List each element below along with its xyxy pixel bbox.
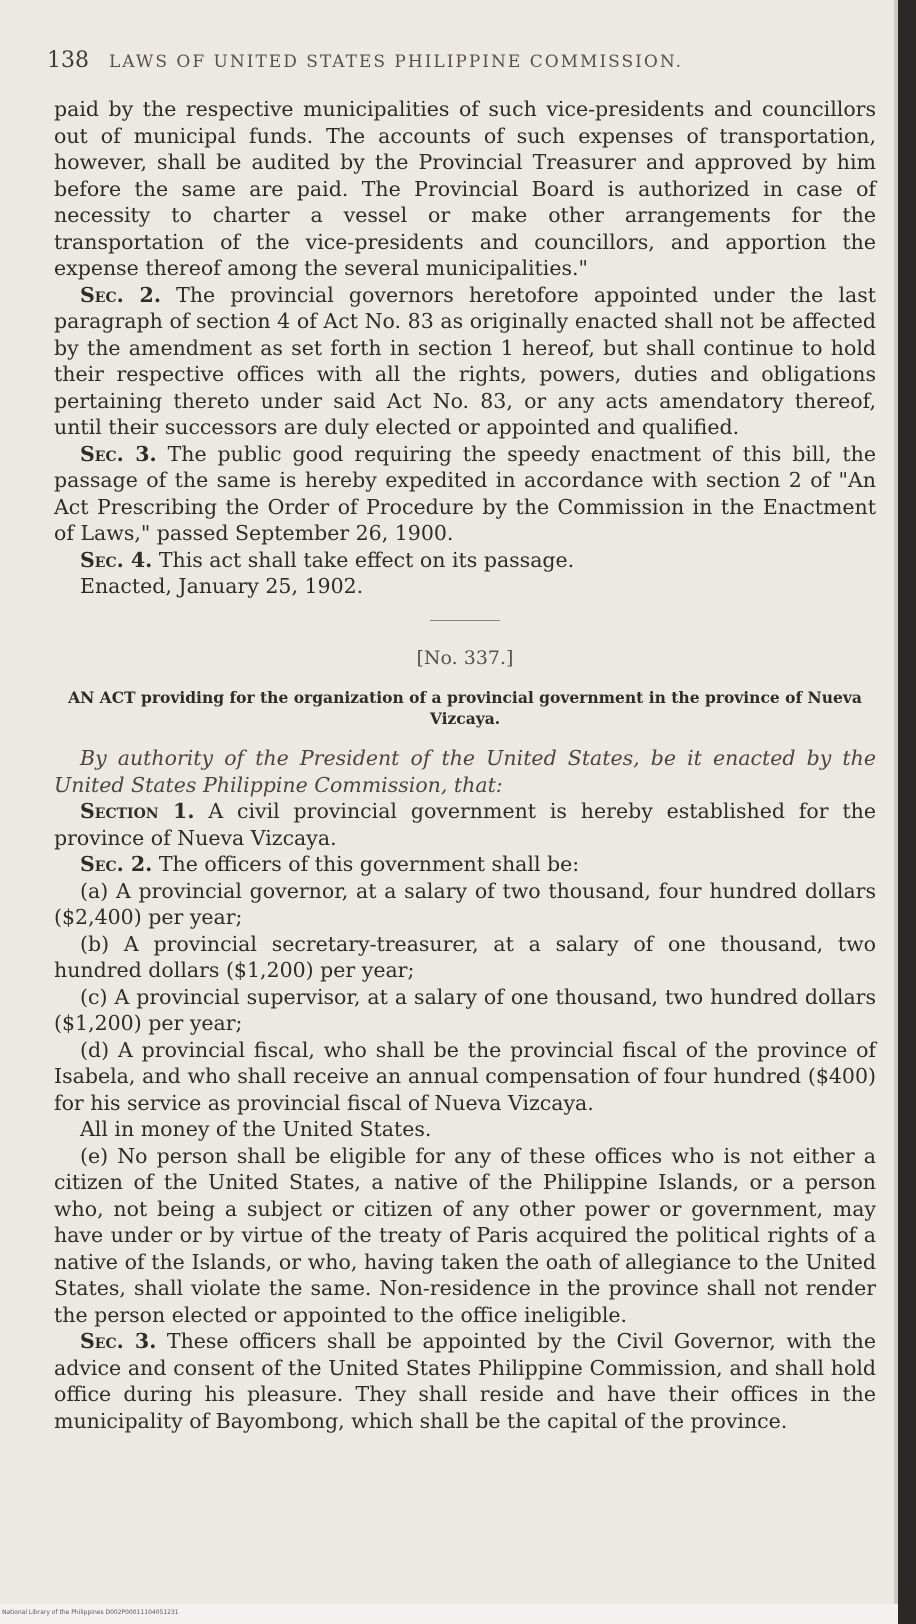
section-label: Sec. 2. — [80, 282, 161, 307]
item-c: (c) A provincial supervisor, at a salary of one thousand, two hundred dollars ($1,200) per year; — [54, 984, 876, 1035]
scan-footer: National Library of the Philippines D002P00011104051231 — [2, 1609, 179, 1616]
item-e: (e) No person shall be eligible for any of these offices who is not either a citizen of the United States, a native of the Philippine Islands, or a person who, not being a subject or citizen of any other power or government, may have under or by virtue of the treaty of Paris acquired the political rights of a native of the Islands, or who, having taken the oath of allegiance to the United States, shall violate the same. Non-residence in the province shall not render the person elected or appointed to the office ineligible. — [54, 1143, 876, 1327]
continued-paragraph: paid by the respective municipalities of such vice-presidents and councillors out of municipal funds. The accounts of such expenses of transportation, however, shall be audited by the Provincial Treasurer and approved by him before the same are paid. The Provincial Board is authorized in case of necessity to charter a vessel or make other arrangements for the transportation of the vice-presidents and councillors, and apportion the expense thereof among the several municipalities." — [54, 97, 876, 280]
page-body — [54, 96, 876, 1434]
section-label: Section 1. — [80, 799, 195, 823]
page-header — [47, 48, 867, 73]
section-label: Sec. 3. — [80, 1329, 157, 1353]
act-title: AN ACT providing for the organization of a provincial government in the province of Nueva Vizcaya. — [68, 688, 862, 728]
section-text: These officers shall be appointed by the Civil Governor, with the advice and consent of the United States Philippine Commission, and shall hold office during his pleasure. They shall reside and have their offices in the municipality of Bayombong, which shall be the capital of the province. — [54, 1329, 876, 1433]
item-d: (d) A provincial fiscal, who shall be the provincial fiscal of the province of Isabela, and who shall receive an annual compensation of four hundred ($400) for his service as provincial fiscal of Nueva Vizcaya. — [54, 1037, 876, 1115]
page-number: 138 — [47, 48, 89, 73]
act-number: [No. 337.] — [416, 646, 514, 669]
section-divider — [430, 620, 500, 621]
section-label: Sec. 3. — [80, 441, 157, 466]
act-section-1 — [54, 798, 876, 851]
enacted-date: Enacted, January 25, 1902. — [80, 574, 364, 598]
section-text: A civil provincial government is hereby established for the province of Nueva Vizcaya. — [54, 799, 876, 850]
enacting-clause: By authority of the President of the United States, be it enacted by the United States Philippine Commission, that: — [54, 746, 876, 797]
running-title: LAWS OF UNITED STATES PHILIPPINE COMMISSION. — [109, 52, 684, 72]
section-text: The officers of this government shall be: — [158, 852, 580, 876]
scan-edge — [898, 0, 916, 1624]
section-text: The provincial governors heretofore appointed under the last paragraph of section 4 of Act No. 83 as originally enacted shall not be affected by the amendment as set forth in section 1 hereof, but shall continue to hold their respective offices with all the rights, powers, duties and obligations pertaining thereto under said Act No. 83, or any acts amendatory thereof, until their successors are duly elected or appointed and qualified. — [54, 282, 876, 439]
prev-section-4 — [54, 547, 876, 574]
item-a: (a) A provincial governor, at a salary of two thousand, four hundred dollars ($2,400) per year; — [54, 878, 876, 929]
item-b: (b) A provincial secretary-treasurer, at a salary of one thousand, two hundred dollars ($1,200) per year; — [54, 931, 876, 982]
section-text: This act shall take effect on its passage. — [158, 547, 575, 572]
act-section-2 — [54, 851, 876, 878]
act-section-3 — [54, 1328, 876, 1434]
section-text: The public good requiring the speedy enactment of this bill, the passage of the same is hereby expedited in accordance with section 2 of "An Act Prescribing the Order of Procedure by the Commission in the Enactment of Laws," passed September 26, 1900. — [54, 441, 876, 545]
prev-section-3 — [54, 441, 876, 547]
section-label: Sec. 4. — [80, 547, 153, 572]
money-note: All in money of the United States. — [80, 1117, 432, 1141]
prev-section-2 — [54, 282, 876, 441]
section-label: Sec. 2. — [80, 852, 153, 876]
